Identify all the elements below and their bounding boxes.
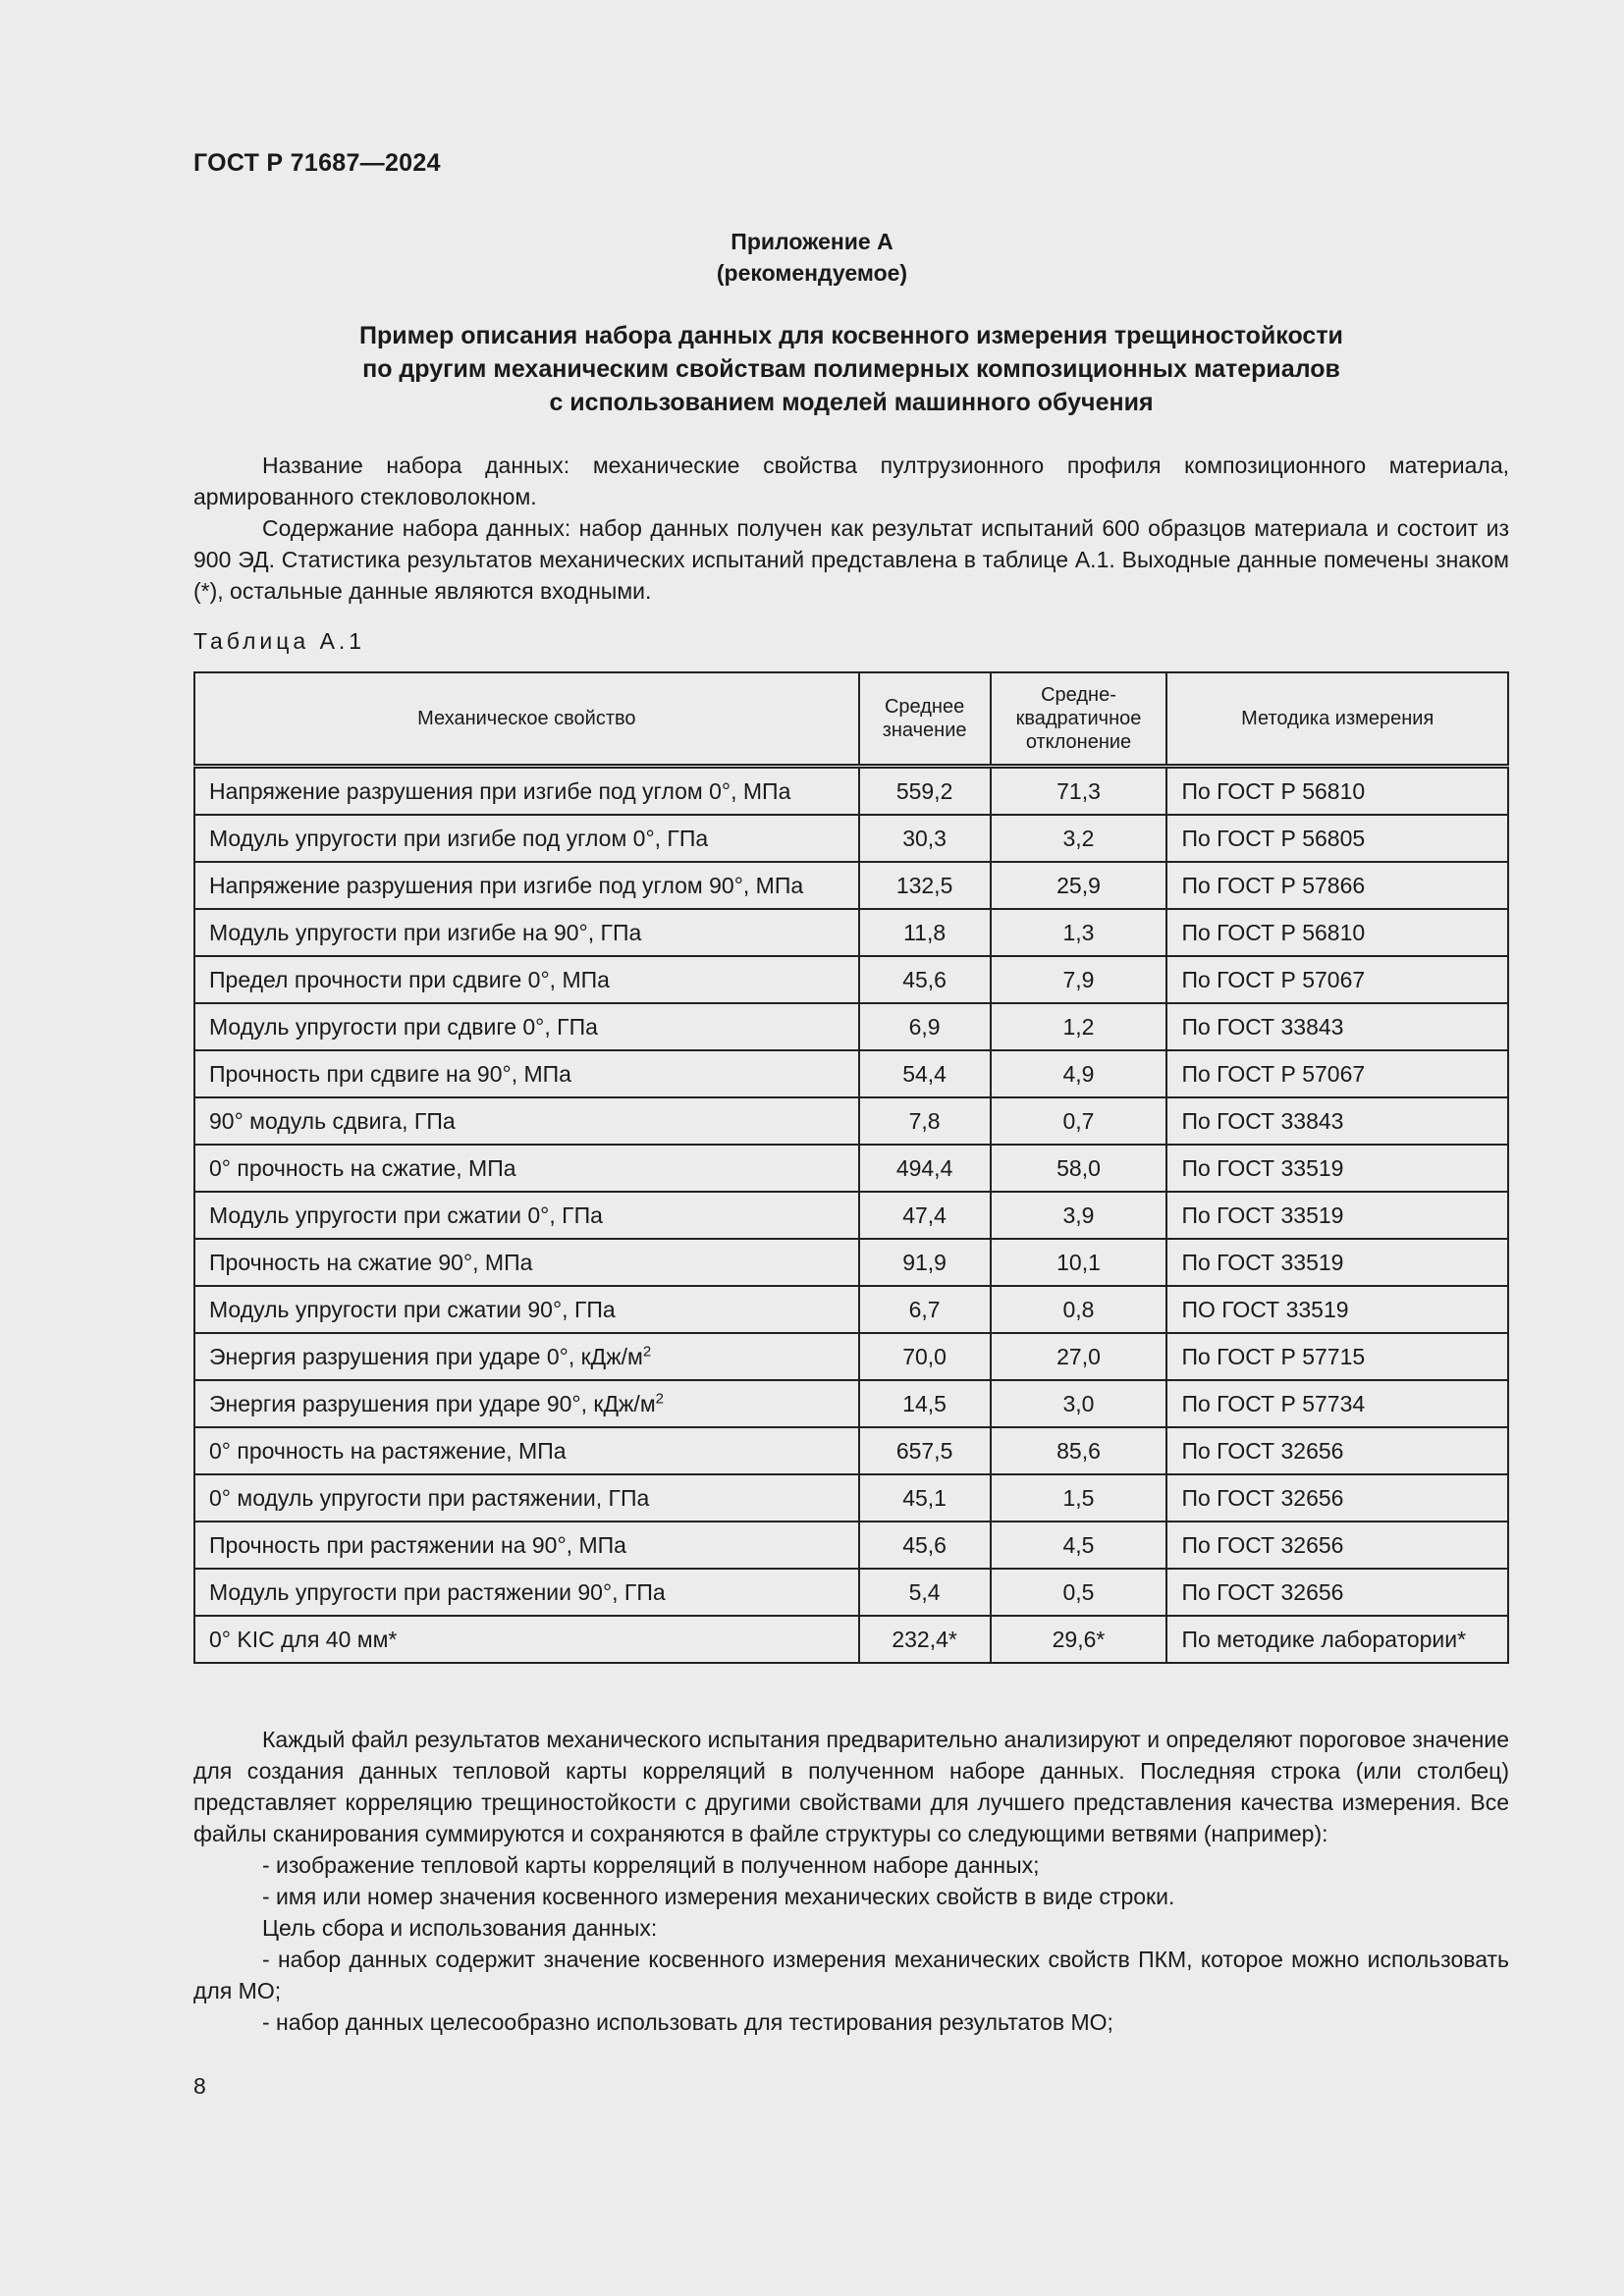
- cell-mean: 132,5: [859, 862, 991, 909]
- cell-mean: 14,5: [859, 1380, 991, 1427]
- table-row: [194, 1333, 1508, 1380]
- cell-mean: 559,2: [859, 767, 991, 816]
- cell-mean: 7,8: [859, 1097, 991, 1145]
- property-label: Модуль упругости при растяжении 90°, ГПа: [209, 1578, 666, 1605]
- appendix-title-line: Пример описания набора данных для косвенного измерения трещиностойкости: [359, 322, 1343, 349]
- cell-method: По ГОСТ 33519: [1166, 1192, 1508, 1239]
- appendix-title: [0, 319, 1624, 419]
- property-label: Модуль упругости при сжатии 90°, ГПа: [209, 1296, 616, 1322]
- cell-method: По ГОСТ 32656: [1166, 1474, 1508, 1522]
- cell-sd: 4,5: [991, 1522, 1167, 1569]
- cell-method: По ГОСТ 32656: [1166, 1427, 1508, 1474]
- appendix-label: Приложение А: [731, 229, 893, 254]
- property-label: Напряжение разрушения при изгибе под углом 0°, МПа: [209, 777, 791, 804]
- list-item: - имя или номер значения косвенного измерения механических свойств в виде строки.: [262, 1884, 1175, 1909]
- cell-mean: 47,4: [859, 1192, 991, 1239]
- purpose-paragraph: Цель сбора и использования данных:: [262, 1915, 658, 1941]
- cell-method: ПО ГОСТ 33519: [1166, 1286, 1508, 1333]
- property-label: 0° прочность на растяжение, МПа: [209, 1437, 567, 1464]
- cell-method: По ГОСТ 32656: [1166, 1522, 1508, 1569]
- table-row: [194, 1286, 1508, 1333]
- cell-sd: 1,3: [991, 909, 1167, 956]
- cell-sd: 3,9: [991, 1192, 1167, 1239]
- table-row: [194, 1050, 1508, 1097]
- list-item: - набор данных целесообразно использовать для тестирования результатов МО;: [262, 2009, 1113, 2035]
- cell-sd: 29,6*: [991, 1616, 1167, 1663]
- cell-mean: 657,5: [859, 1427, 991, 1474]
- table-row: [194, 1427, 1508, 1474]
- cell-method: По методике лаборатории*: [1166, 1616, 1508, 1663]
- cell-property: [194, 1474, 859, 1522]
- cell-property: [194, 1522, 859, 1569]
- cell-mean: 70,0: [859, 1333, 991, 1380]
- table-body: [194, 767, 1508, 1664]
- cell-property: [194, 1192, 859, 1239]
- cell-property: [194, 1286, 859, 1333]
- column-header-property: Механическое свойство: [194, 672, 859, 767]
- table-row: [194, 1003, 1508, 1050]
- cell-sd: 25,9: [991, 862, 1167, 909]
- table-row: [194, 1522, 1508, 1569]
- property-label: Модуль упругости при сжатии 0°, ГПа: [209, 1201, 603, 1228]
- cell-property: [194, 767, 859, 816]
- cell-method: По ГОСТ Р 56810: [1166, 767, 1508, 816]
- cell-property: [194, 956, 859, 1003]
- table-row: [194, 1192, 1508, 1239]
- cell-method: По ГОСТ Р 57715: [1166, 1333, 1508, 1380]
- property-label: Энергия разрушения при ударе 90°, кДж/м: [209, 1390, 656, 1416]
- unit-superscript: 2: [642, 1342, 652, 1360]
- cell-property: [194, 862, 859, 909]
- property-label: 0° прочность на сжатие, МПа: [209, 1154, 516, 1181]
- unit-superscript: 2: [655, 1389, 664, 1407]
- dataset-name-paragraph: Название набора данных: механические свойства пултрузионного профиля композиционного материала, армированного стекловолокном.: [193, 453, 1509, 509]
- property-label: Энергия разрушения при ударе 0°, кДж/м: [209, 1343, 643, 1369]
- property-label: Предел прочности при сдвиге 0°, МПа: [209, 966, 610, 992]
- cell-mean: 54,4: [859, 1050, 991, 1097]
- analysis-paragraph: Каждый файл результатов механического испытания предварительно анализируют и определяют пороговое значение для создания данных тепловой карты корреляций в полученном наборе данных. Последняя строка (или столбец) представляет корреляцию трещиностойкости с другими свойствами для лучшего представления качества измерения. Все файлы сканирования суммируются и сохраняются в файле структуры со следующими ветвями (например):: [193, 1727, 1509, 1846]
- cell-method: По ГОСТ Р 57067: [1166, 1050, 1508, 1097]
- cell-property: [194, 1333, 859, 1380]
- table-row: [194, 1569, 1508, 1616]
- cell-mean: 45,6: [859, 1522, 991, 1569]
- list-item: - изображение тепловой карты корреляций в полученном наборе данных;: [262, 1852, 1040, 1878]
- table-row: [194, 1474, 1508, 1522]
- properties-table: [193, 671, 1509, 1664]
- table-row: [194, 767, 1508, 816]
- property-label: Модуль упругости при сдвиге 0°, ГПа: [209, 1013, 598, 1040]
- cell-method: По ГОСТ 33843: [1166, 1003, 1508, 1050]
- table-row: [194, 1097, 1508, 1145]
- property-label: Напряжение разрушения при изгибе под углом 90°, МПа: [209, 872, 804, 898]
- cell-sd: 3,0: [991, 1380, 1167, 1427]
- cell-method: По ГОСТ 33519: [1166, 1145, 1508, 1192]
- table-row: [194, 1145, 1508, 1192]
- cell-mean: 91,9: [859, 1239, 991, 1286]
- cell-sd: 0,8: [991, 1286, 1167, 1333]
- cell-mean: 30,3: [859, 815, 991, 862]
- property-label: Модуль упругости при изгибе под углом 0°, ГПа: [209, 825, 709, 851]
- cell-property: [194, 1097, 859, 1145]
- cell-property: [194, 1145, 859, 1192]
- property-label: 0° модуль упругости при растяжении, ГПа: [209, 1484, 650, 1511]
- cell-sd: 1,2: [991, 1003, 1167, 1050]
- cell-mean: 232,4*: [859, 1616, 991, 1663]
- table-row: [194, 815, 1508, 862]
- cell-sd: 7,9: [991, 956, 1167, 1003]
- cell-method: По ГОСТ 33843: [1166, 1097, 1508, 1145]
- cell-sd: 71,3: [991, 767, 1167, 816]
- property-label: 90° модуль сдвига, ГПа: [209, 1107, 456, 1134]
- list-item: - набор данных содержит значение косвенного измерения механических свойств ПКМ, которое можно использовать для МО;: [193, 1947, 1509, 2003]
- cell-sd: 0,5: [991, 1569, 1167, 1616]
- table-row: [194, 1616, 1508, 1663]
- cell-property: [194, 1616, 859, 1663]
- cell-method: По ГОСТ Р 57866: [1166, 862, 1508, 909]
- cell-property: [194, 909, 859, 956]
- cell-mean: 11,8: [859, 909, 991, 956]
- cell-mean: 5,4: [859, 1569, 991, 1616]
- table-row: [194, 909, 1508, 956]
- column-header-mean: Среднее значение: [859, 672, 991, 767]
- cell-sd: 85,6: [991, 1427, 1167, 1474]
- page-number: 8: [193, 2073, 206, 2099]
- dataset-content-paragraph: Содержание набора данных: набор данных получен как результат испытаний 600 образцов материала и состоит из 900 ЭД. Статистика результатов механических испытаний представлена в таблице А.1. Выходные данные помечены знаком (*), остальные данные являются входными.: [193, 515, 1509, 604]
- cell-property: [194, 1003, 859, 1050]
- column-header-method: Методика измерения: [1166, 672, 1508, 767]
- cell-property: [194, 1050, 859, 1097]
- property-label: Модуль упругости при изгибе на 90°, ГПа: [209, 919, 642, 945]
- table-row: [194, 1239, 1508, 1286]
- cell-sd: 27,0: [991, 1333, 1167, 1380]
- cell-method: По ГОСТ Р 56810: [1166, 909, 1508, 956]
- appendix-title-line: с использованием моделей машинного обучения: [549, 389, 1154, 416]
- appendix-title-line: по другим механическим свойствам полимерных композиционных материалов: [362, 355, 1340, 383]
- table-row: [194, 1380, 1508, 1427]
- cell-method: По ГОСТ 33519: [1166, 1239, 1508, 1286]
- appendix-heading: [0, 226, 1624, 289]
- column-header-sd: Средне-квадратичное отклонение: [991, 672, 1167, 767]
- cell-mean: 45,6: [859, 956, 991, 1003]
- cell-mean: 494,4: [859, 1145, 991, 1192]
- property-label: Прочность при сдвиге на 90°, МПа: [209, 1060, 571, 1087]
- cell-property: [194, 1380, 859, 1427]
- cell-sd: 3,2: [991, 815, 1167, 862]
- cell-property: [194, 1569, 859, 1616]
- cell-method: По ГОСТ 32656: [1166, 1569, 1508, 1616]
- table-row: [194, 862, 1508, 909]
- cell-method: По ГОСТ Р 57067: [1166, 956, 1508, 1003]
- cell-method: По ГОСТ Р 56805: [1166, 815, 1508, 862]
- after-table-text: [193, 1724, 1509, 2038]
- table-row: [194, 956, 1508, 1003]
- cell-property: [194, 1239, 859, 1286]
- table-caption: Таблица А.1: [193, 628, 366, 654]
- cell-mean: 6,9: [859, 1003, 991, 1050]
- intro-text: [193, 450, 1509, 607]
- cell-method: По ГОСТ Р 57734: [1166, 1380, 1508, 1427]
- cell-sd: 0,7: [991, 1097, 1167, 1145]
- cell-mean: 6,7: [859, 1286, 991, 1333]
- cell-sd: 4,9: [991, 1050, 1167, 1097]
- property-label: 0° KIC для 40 мм*: [209, 1626, 398, 1652]
- appendix-status: (рекомендуемое): [716, 260, 908, 286]
- standard-code: ГОСТ Р 71687—2024: [193, 149, 441, 177]
- cell-mean: 45,1: [859, 1474, 991, 1522]
- cell-sd: 10,1: [991, 1239, 1167, 1286]
- cell-sd: 58,0: [991, 1145, 1167, 1192]
- property-label: Прочность при растяжении на 90°, МПа: [209, 1531, 626, 1558]
- property-label: Прочность на сжатие 90°, МПа: [209, 1249, 533, 1275]
- cell-sd: 1,5: [991, 1474, 1167, 1522]
- cell-property: [194, 815, 859, 862]
- table-header-row: [194, 672, 1508, 767]
- cell-property: [194, 1427, 859, 1474]
